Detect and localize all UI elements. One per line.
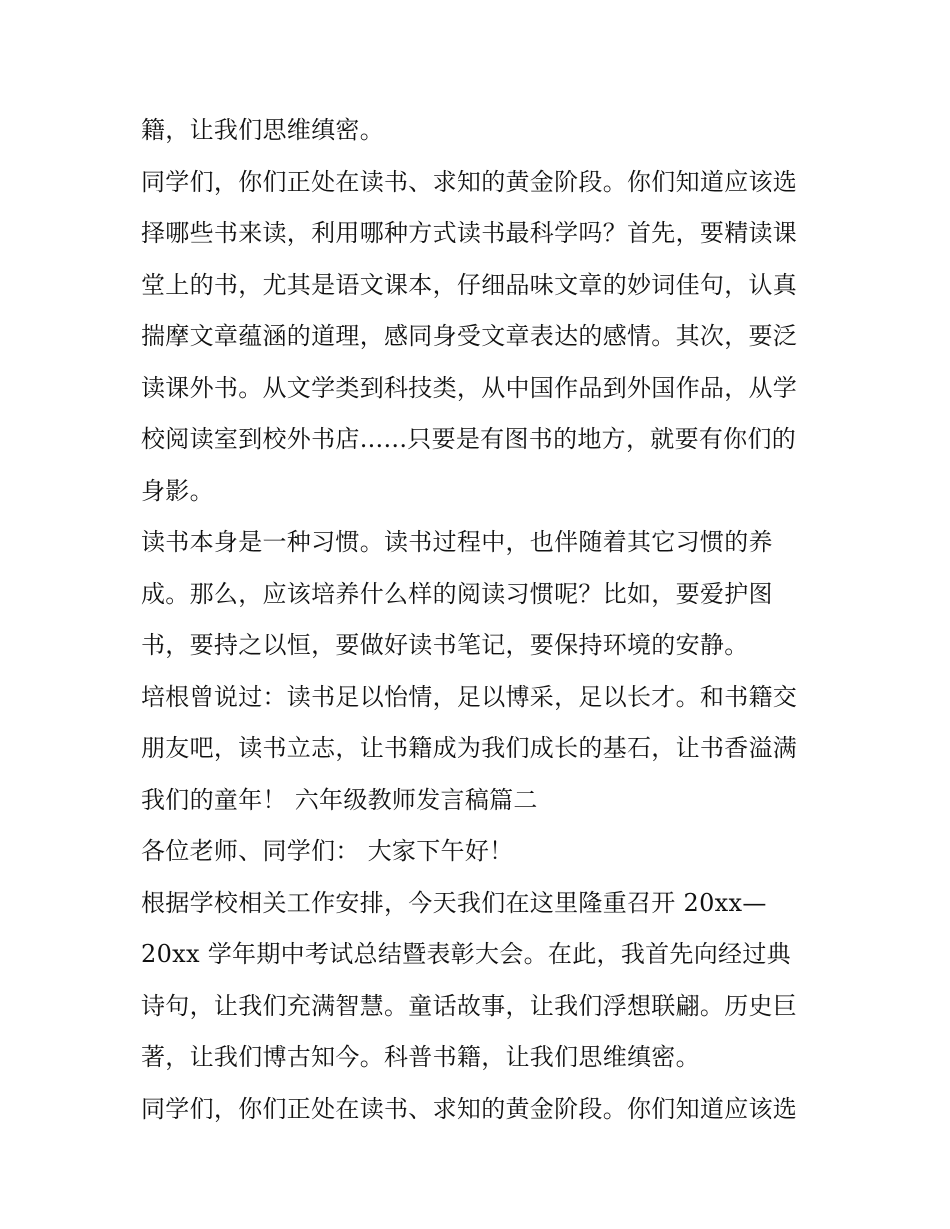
text-line: 同学们，你们正处在读书、求知的黄金阶段。你们知道应该选 <box>141 167 798 196</box>
text-line: 读课外书。从文学类到科技类，从中国作品到外国作品，从学 <box>141 373 798 402</box>
text-line: 我们的童年！ 六年级教师发言稿篇二 <box>141 785 538 814</box>
text-line: 同学们，你们正处在读书、求知的黄金阶段。你们知道应该选 <box>141 1094 798 1123</box>
text-line: 揣摩文章蕴涵的道理，感同身受文章表达的感情。其次，要泛 <box>141 322 798 350</box>
text-line: 朋友吧，读书立志，让书籍成为我们成长的基石，让书香溢满 <box>141 734 798 762</box>
text-line: 校阅读室到校外书店......只要是有图书的地方，就要有你们的 <box>141 425 797 453</box>
document-body <box>141 107 831 1137</box>
text-line: 读书本身是一种习惯。读书过程中，也伴随着其它习惯的养 <box>141 528 773 556</box>
text-line: 择哪些书来读，利用哪种方式读书最科学吗？首先，要精读课 <box>141 219 798 247</box>
text-line: 身影。 <box>141 476 214 505</box>
text-line: 各位老师、同学们： 大家下午好！ <box>141 837 514 865</box>
text-line: 20xx 学年期中考试总结暨表彰大会。在此，我首先向经过典 <box>141 940 791 968</box>
text-line: 籍，让我们思维缜密。 <box>141 116 384 144</box>
text-line: 成。那么，应该培养什么样的阅读习惯呢？比如，要爱护图 <box>141 579 773 608</box>
text-line: 堂上的书，尤其是语文课本，仔细品味文章的妙词佳句，认真 <box>141 270 798 299</box>
text-line: 著，让我们博古知今。科普书籍，让我们思维缜密。 <box>141 1043 700 1071</box>
text-line: 书，要持之以恒，要做好读书笔记，要保持环境的安静。 <box>141 631 749 659</box>
text-line: 根据学校相关工作安排，今天我们在这里隆重召开 20xx— <box>141 888 767 917</box>
text-line: 诗句，让我们充满智慧。童话故事，让我们浮想联翩。历史巨 <box>141 991 798 1020</box>
text-line: 培根曾说过：读书足以怡情，足以博采，足以长才。和书籍交 <box>141 682 798 711</box>
